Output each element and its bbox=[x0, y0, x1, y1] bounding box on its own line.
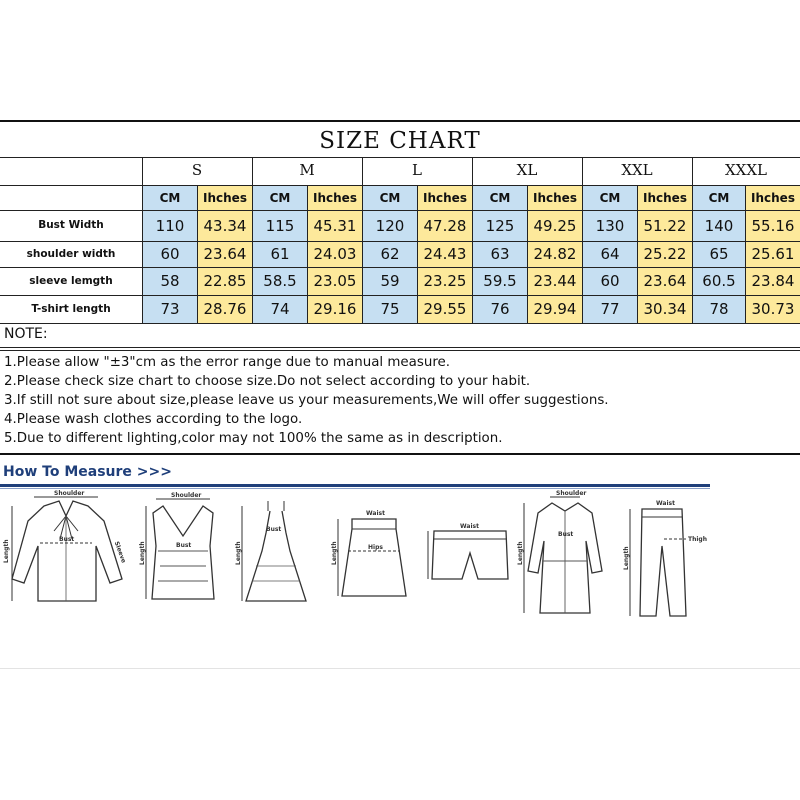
length-label: Length bbox=[139, 541, 146, 565]
table-cell: 43.34 bbox=[198, 211, 252, 241]
size-header-l: L bbox=[412, 161, 422, 179]
size-header-xxxl: XXXL bbox=[725, 161, 767, 179]
table-cell: 25.22 bbox=[638, 242, 692, 267]
grid-line bbox=[472, 157, 473, 323]
table-cell: 115 bbox=[253, 211, 307, 241]
table-cell: 25.61 bbox=[746, 242, 800, 267]
sleeve-label: Sleeve bbox=[112, 540, 128, 565]
table-cell: 55.16 bbox=[746, 211, 800, 241]
unit-cm: CM bbox=[363, 186, 417, 210]
grid-line bbox=[692, 157, 693, 323]
table-cell: 51.22 bbox=[638, 211, 692, 241]
table-cell: 73 bbox=[143, 296, 197, 323]
table-cell: 24.43 bbox=[418, 242, 472, 267]
skirt-diagram bbox=[330, 491, 420, 611]
length-label: Length bbox=[331, 541, 338, 565]
shoulder-label: Shoulder bbox=[556, 490, 587, 497]
row-label: Bust Width bbox=[38, 219, 104, 231]
unit-inches: Ihches bbox=[638, 186, 692, 210]
row-label: T-shirt length bbox=[31, 303, 111, 315]
length-label: Length bbox=[235, 541, 242, 565]
table-cell: 58.5 bbox=[253, 268, 307, 295]
grid-line bbox=[0, 347, 800, 348]
table-cell: 77 bbox=[583, 296, 637, 323]
table-cell: 29.94 bbox=[528, 296, 582, 323]
row-label: shoulder width bbox=[26, 248, 116, 260]
bust-label: Bust bbox=[59, 536, 75, 543]
table-cell: 23.84 bbox=[746, 268, 800, 295]
table-cell: 61 bbox=[253, 242, 307, 267]
table-cell: 59 bbox=[363, 268, 417, 295]
table-cell: 75 bbox=[363, 296, 417, 323]
grid-line bbox=[0, 295, 800, 296]
shorts-diagram bbox=[424, 491, 514, 611]
unit-cm: CM bbox=[583, 186, 637, 210]
grid-line bbox=[417, 185, 418, 323]
grid-line bbox=[0, 210, 800, 211]
section-rule-thin bbox=[0, 488, 710, 489]
shoulder-label: Shoulder bbox=[171, 492, 202, 499]
table-cell: 47.28 bbox=[418, 211, 472, 241]
waist-label: Waist bbox=[460, 523, 479, 530]
table-cell: 30.34 bbox=[638, 296, 692, 323]
bust-label: Bust bbox=[558, 531, 574, 538]
table-cell: 29.55 bbox=[418, 296, 472, 323]
blouse-diagram bbox=[4, 491, 134, 611]
table-cell: 23.44 bbox=[528, 268, 582, 295]
table-cell: 58 bbox=[143, 268, 197, 295]
unit-inches: Ihches bbox=[418, 186, 472, 210]
size-header-xxl: XXL bbox=[621, 161, 653, 179]
unit-inches: Ihches bbox=[198, 186, 252, 210]
unit-cm: CM bbox=[693, 186, 745, 210]
grid-line bbox=[252, 157, 253, 323]
table-cell: 110 bbox=[143, 211, 197, 241]
table-cell: 30.73 bbox=[746, 296, 800, 323]
unit-inches: Ihches bbox=[746, 186, 800, 210]
waist-label: Waist bbox=[366, 510, 385, 517]
table-cell: 120 bbox=[363, 211, 417, 241]
grid-line bbox=[0, 350, 800, 351]
length-label: Length bbox=[517, 541, 524, 565]
grid-line bbox=[142, 157, 143, 323]
table-cell: 23.64 bbox=[198, 242, 252, 267]
grid-line bbox=[0, 323, 800, 324]
table-cell: 23.64 bbox=[638, 268, 692, 295]
bust-label: Bust bbox=[176, 542, 192, 549]
table-cell: 64 bbox=[583, 242, 637, 267]
unit-cm: CM bbox=[253, 186, 307, 210]
table-cell: 63 bbox=[473, 242, 527, 267]
grid-line bbox=[527, 185, 528, 323]
table-cell: 23.25 bbox=[418, 268, 472, 295]
note-line: 4.Please wash clothes according to the logo. bbox=[4, 412, 303, 427]
table-cell: 29.16 bbox=[308, 296, 362, 323]
chart-title: SIZE CHART bbox=[319, 128, 481, 154]
how-to-measure-section bbox=[0, 458, 800, 668]
table-cell: 140 bbox=[693, 211, 745, 241]
grid-line bbox=[0, 157, 800, 158]
table-cell: 74 bbox=[253, 296, 307, 323]
table-cell: 45.31 bbox=[308, 211, 362, 241]
grid-line bbox=[637, 185, 638, 323]
table-cell: 65 bbox=[693, 242, 745, 267]
unit-inches: Ihches bbox=[528, 186, 582, 210]
length-label: Length bbox=[623, 546, 630, 570]
note-line: 2.Please check size chart to choose size.Do not select according to your habit. bbox=[4, 374, 531, 389]
table-cell: 60.5 bbox=[693, 268, 745, 295]
row-label: sleeve lemgth bbox=[29, 275, 113, 287]
table-cell: 78 bbox=[693, 296, 745, 323]
grid-line bbox=[0, 267, 800, 268]
size-header-s: S bbox=[191, 161, 203, 179]
note-label: NOTE: bbox=[4, 326, 48, 342]
table-cell: 125 bbox=[473, 211, 527, 241]
note-line: 5.Due to different lighting,color may not 100% the same as in description. bbox=[4, 431, 503, 446]
grid-line bbox=[0, 185, 800, 186]
grid-line bbox=[307, 185, 308, 323]
length-label: Length bbox=[3, 539, 10, 563]
table-cell: 49.25 bbox=[528, 211, 582, 241]
grid-line bbox=[0, 241, 800, 242]
table-cell: 24.03 bbox=[308, 242, 362, 267]
pants-diagram bbox=[620, 491, 720, 621]
note-line: 1.Please allow "±3"cm as the error range due to manual measure. bbox=[4, 355, 451, 370]
section-rule bbox=[0, 484, 710, 487]
grid-line bbox=[362, 157, 363, 323]
note-line: 3.If still not sure about size,please leave us your measurements,We will offer suggestions. bbox=[4, 393, 609, 408]
table-cell: 60 bbox=[583, 268, 637, 295]
grid-line bbox=[582, 157, 583, 323]
table-cell: 23.05 bbox=[308, 268, 362, 295]
bottom-divider bbox=[0, 668, 800, 669]
hips-label: Hips bbox=[368, 544, 383, 551]
table-cell: 76 bbox=[473, 296, 527, 323]
unit-cm: CM bbox=[473, 186, 527, 210]
grid-line bbox=[197, 185, 198, 323]
table-cell: 130 bbox=[583, 211, 637, 241]
thigh-label: Thigh bbox=[688, 536, 707, 543]
how-to-measure-title: How To Measure >>> bbox=[3, 464, 172, 480]
table-cell: 28.76 bbox=[198, 296, 252, 323]
table-cell: 24.82 bbox=[528, 242, 582, 267]
grid-line bbox=[745, 185, 746, 323]
table-cell: 22.85 bbox=[198, 268, 252, 295]
size-header-xl: XL bbox=[516, 161, 538, 179]
table-cell: 60 bbox=[143, 242, 197, 267]
shoulder-label: Shoulder bbox=[54, 490, 85, 497]
unit-inches: Ihches bbox=[308, 186, 362, 210]
waist-label: Waist bbox=[656, 500, 675, 507]
bust-label: Bust bbox=[266, 526, 282, 533]
table-cell: 62 bbox=[363, 242, 417, 267]
coat-diagram bbox=[517, 490, 610, 621]
size-chart bbox=[0, 120, 800, 455]
size-header-m: M bbox=[299, 161, 315, 179]
tank-top-diagram bbox=[138, 491, 228, 611]
dress-diagram bbox=[236, 491, 316, 611]
unit-cm: CM bbox=[143, 186, 197, 210]
table-cell: 59.5 bbox=[473, 268, 527, 295]
